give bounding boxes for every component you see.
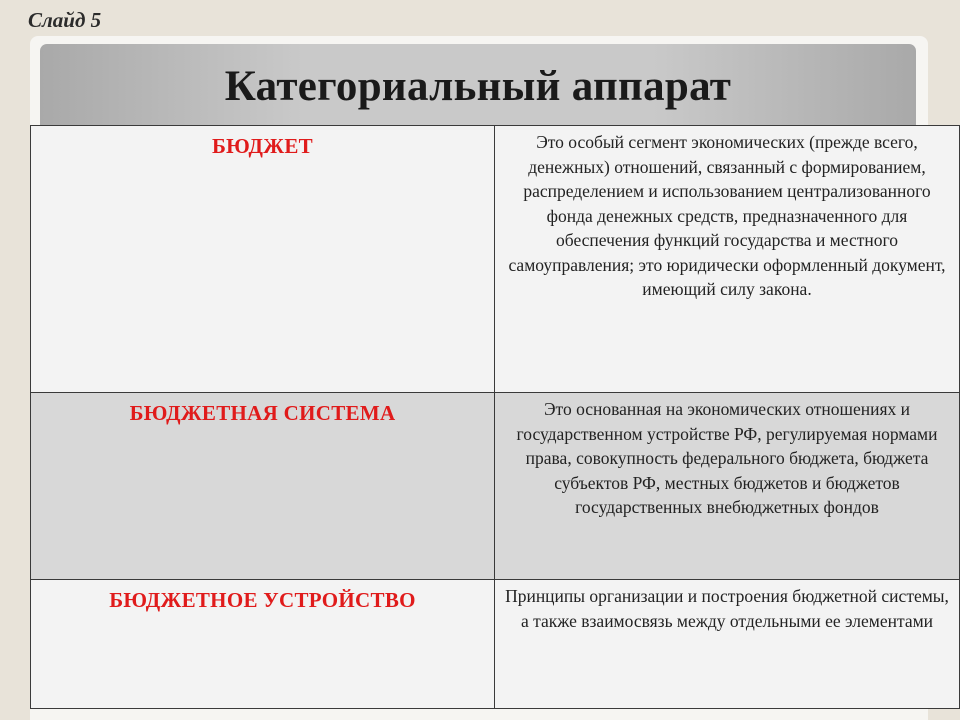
table-row <box>31 580 960 709</box>
slide-number-label: Слайд 5 <box>28 8 102 32</box>
title-bar <box>40 44 916 126</box>
table-row <box>31 126 960 393</box>
term-cell <box>31 393 495 580</box>
terms-table <box>30 125 960 709</box>
slide-title: Категориальный аппарат <box>224 62 732 110</box>
term-label: БЮДЖЕТ <box>212 134 313 158</box>
table-row <box>31 393 960 580</box>
definition-cell <box>495 580 960 709</box>
term-cell <box>31 126 495 393</box>
definition-text: Это основанная на экономических отношениях и государственном устройстве РФ, регулируемая нормами права, совокупность федерального бюджета, бюджета субъектов РФ, местных бюджетов и бюджетов государственных внебюджетных фондов <box>516 399 938 517</box>
definition-cell <box>495 126 960 393</box>
definition-text: Это особый сегмент экономических (прежде всего, денежных) отношений, связанный с формированием, распределением и использованием централизованного фонда денежных средств, предназначенного для обеспечения функций государства и местного самоуправления; это юридически оформленный документ, имеющий силу закона. <box>508 132 946 299</box>
definition-text: Принципы организации и построения бюджетной системы, а также взаимосвязь между отдельными ее элементами <box>505 586 949 631</box>
term-label: БЮДЖЕТНОЕ УСТРОЙСТВО <box>109 588 416 612</box>
term-label: БЮДЖЕТНАЯ СИСТЕМА <box>129 401 396 425</box>
definition-cell <box>495 393 960 580</box>
term-cell <box>31 580 495 709</box>
